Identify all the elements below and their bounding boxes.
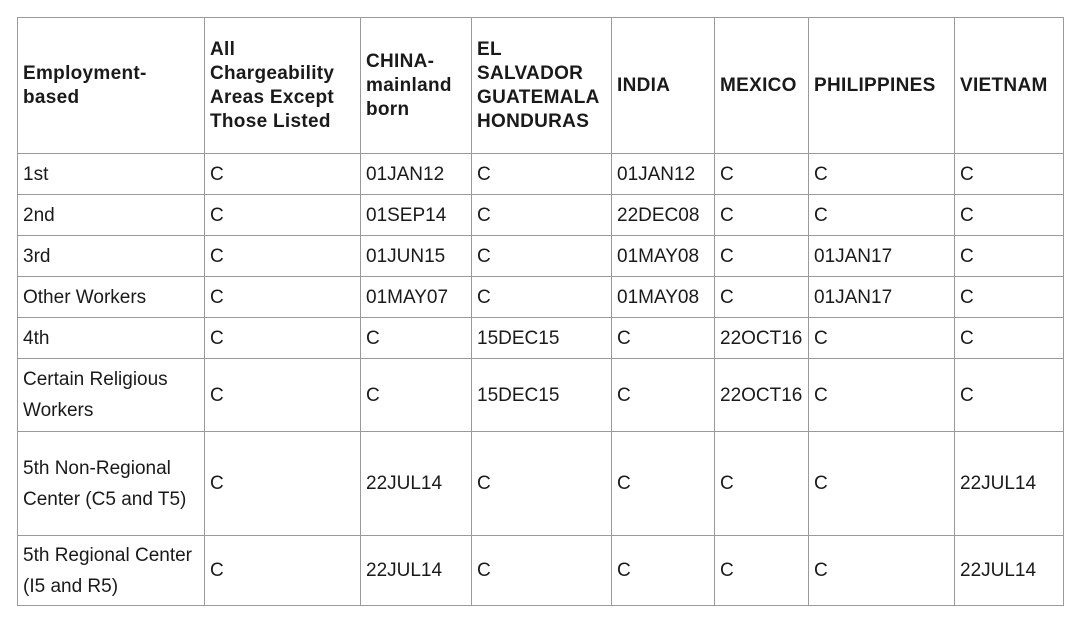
header-mexico: MEXICO [715, 18, 809, 154]
date-cell-vietnam: 22JUL14 [955, 536, 1064, 606]
date-cell-philippines: C [809, 154, 955, 195]
date-cell-philippines: C [809, 359, 955, 432]
date-cell-china: 22JUL14 [361, 432, 472, 536]
date-cell-philippines: 01JAN17 [809, 236, 955, 277]
date-cell-vietnam: C [955, 359, 1064, 432]
date-cell-mexico: C [715, 432, 809, 536]
date-cell-china: 01MAY07 [361, 277, 472, 318]
table-row [18, 359, 1064, 432]
date-cell-india: C [612, 536, 715, 606]
category-cell: 5th Non-Regional Center (C5 and T5) [18, 432, 205, 536]
date-cell-mexico: C [715, 277, 809, 318]
date-cell-mexico: C [715, 236, 809, 277]
category-cell: 4th [18, 318, 205, 359]
date-cell-india: C [612, 318, 715, 359]
date-cell-china: 22JUL14 [361, 536, 472, 606]
date-cell-china: 01JAN12 [361, 154, 472, 195]
table-row [18, 432, 1064, 536]
date-cell-all: C [205, 536, 361, 606]
header-row [18, 18, 1064, 154]
date-cell-all: C [205, 277, 361, 318]
date-cell-el-salvador: 15DEC15 [472, 359, 612, 432]
table-row [18, 195, 1064, 236]
category-cell: Other Workers [18, 277, 205, 318]
header-india: INDIA [612, 18, 715, 154]
table-row [18, 154, 1064, 195]
header-employment-based: Employment-based [18, 18, 205, 154]
date-cell-china: C [361, 359, 472, 432]
date-cell-philippines: C [809, 536, 955, 606]
date-cell-el-salvador: C [472, 195, 612, 236]
date-cell-vietnam: C [955, 236, 1064, 277]
header-all-chargeability: All Chargeability Areas Except Those Listed [205, 18, 361, 154]
date-cell-philippines: C [809, 195, 955, 236]
date-cell-vietnam: C [955, 154, 1064, 195]
date-cell-mexico: C [715, 195, 809, 236]
date-cell-india: C [612, 359, 715, 432]
date-cell-all: C [205, 359, 361, 432]
date-cell-all: C [205, 154, 361, 195]
date-cell-philippines: C [809, 318, 955, 359]
date-cell-mexico: C [715, 536, 809, 606]
header-philippines: PHILIPPINES [809, 18, 955, 154]
header-vietnam: VIETNAM [955, 18, 1064, 154]
table-row [18, 318, 1064, 359]
category-cell: 1st [18, 154, 205, 195]
date-cell-all: C [205, 432, 361, 536]
date-cell-el-salvador: C [472, 277, 612, 318]
date-cell-china: 01SEP14 [361, 195, 472, 236]
date-cell-el-salvador: C [472, 432, 612, 536]
category-cell: 5th Regional Center (I5 and R5) [18, 536, 205, 606]
date-cell-mexico: 22OCT16 [715, 359, 809, 432]
category-cell: Certain Religious Workers [18, 359, 205, 432]
date-cell-vietnam: C [955, 195, 1064, 236]
category-cell: 3rd [18, 236, 205, 277]
table-row [18, 277, 1064, 318]
date-cell-mexico: C [715, 154, 809, 195]
category-cell: 2nd [18, 195, 205, 236]
date-cell-china: 01JUN15 [361, 236, 472, 277]
date-cell-philippines: 01JAN17 [809, 277, 955, 318]
date-cell-india: 22DEC08 [612, 195, 715, 236]
date-cell-all: C [205, 195, 361, 236]
date-cell-vietnam: C [955, 318, 1064, 359]
table-row [18, 236, 1064, 277]
visa-bulletin-table [17, 17, 1064, 606]
date-cell-india: 01MAY08 [612, 277, 715, 318]
date-cell-mexico: 22OCT16 [715, 318, 809, 359]
table-row [18, 536, 1064, 606]
date-cell-india: 01MAY08 [612, 236, 715, 277]
date-cell-all: C [205, 236, 361, 277]
date-cell-india: C [612, 432, 715, 536]
date-cell-vietnam: C [955, 277, 1064, 318]
date-cell-china: C [361, 318, 472, 359]
date-cell-el-salvador: C [472, 536, 612, 606]
date-cell-india: 01JAN12 [612, 154, 715, 195]
header-china: CHINA-mainland born [361, 18, 472, 154]
date-cell-philippines: C [809, 432, 955, 536]
date-cell-el-salvador: C [472, 154, 612, 195]
date-cell-all: C [205, 318, 361, 359]
header-el-salvador-guatemala-honduras: EL SALVADOR GUATEMALA HONDURAS [472, 18, 612, 154]
date-cell-el-salvador: C [472, 236, 612, 277]
date-cell-el-salvador: 15DEC15 [472, 318, 612, 359]
date-cell-vietnam: 22JUL14 [955, 432, 1064, 536]
